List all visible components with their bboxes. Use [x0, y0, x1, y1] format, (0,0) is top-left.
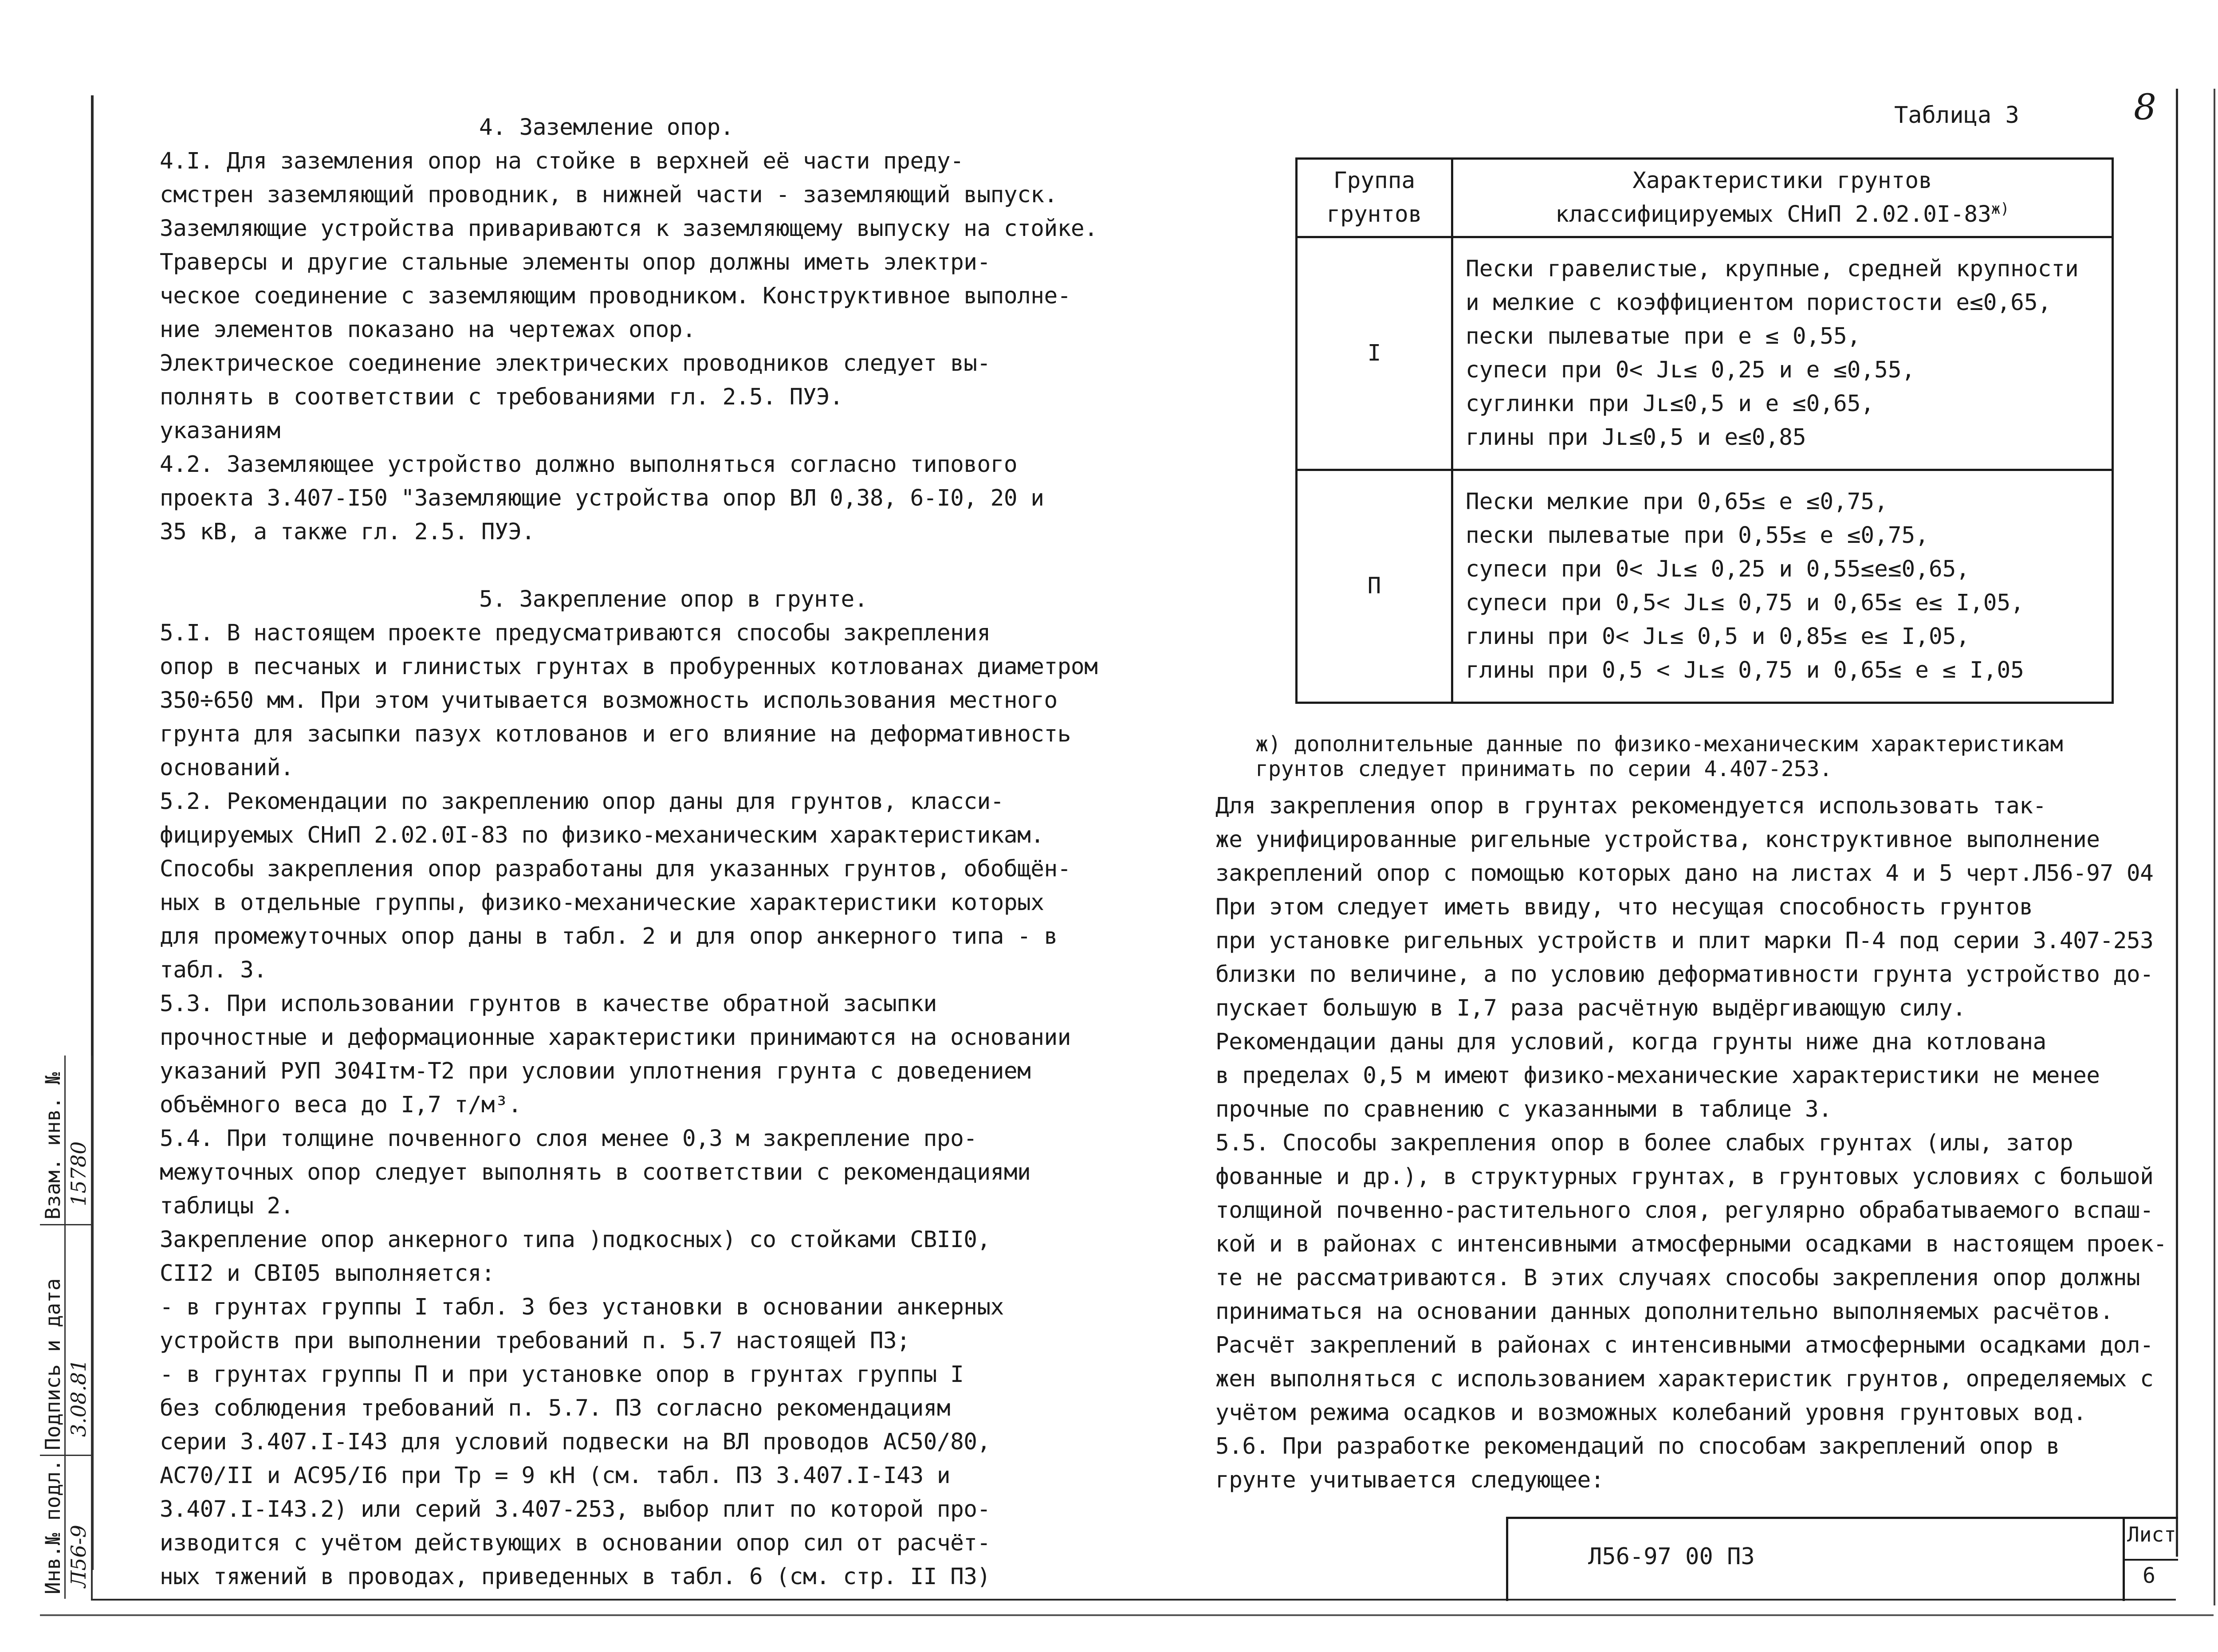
characteristic-line: пески пылеватые при 0,55≤ е ≤0,75,: [1466, 522, 1929, 549]
text-line: серии 3.407.I-I43 для условий подвески на ВЛ проводов АС50/80,: [160, 1429, 991, 1455]
text-line: фованные и др.), в структурных грунтах, в грунтовых условиях с большой: [1215, 1164, 2154, 1190]
characteristics-cell: [1452, 470, 2113, 703]
text-line: Закрепление опор анкерного типа )подкосных) со стойками СВII0,: [160, 1227, 991, 1253]
characteristic-line: глины при Jʟ≤0,5 и е≤0,85: [1466, 424, 1806, 451]
header-characteristics-line: Характеристики грунтов: [1632, 168, 1932, 194]
text-line: опор в песчаных и глинистых грунтах в пробуренных котлованах диаметром: [160, 654, 1098, 680]
text-line: 5.2. Рекомендации по закреплению опор даны для грунтов, класси-: [160, 789, 1004, 815]
text-line: кой и в районах с интенсивными атмосферными осадками в настоящем проек-: [1215, 1231, 2167, 1257]
characteristic-line: Пески мелкие при 0,65≤ е ≤0,75,: [1466, 489, 1888, 515]
characteristic-line: суглинки при Jʟ≤0,5 и е ≤0,65,: [1466, 391, 1875, 417]
header-characteristics-cell: [1452, 159, 2113, 237]
section-heading: 5. Закрепление опор в грунте.: [479, 586, 868, 612]
text-line: ческое соединение с заземляющим проводником. Конструктивное выполне-: [160, 283, 1071, 309]
replacement-inventory-value: 15780: [67, 1141, 90, 1206]
header-group-line: грунтов: [1326, 201, 1422, 228]
text-line: пускает большую в I,7 раза расчётную выдёргивающую силу.: [1215, 995, 1966, 1021]
text-line: указаниям: [160, 418, 280, 444]
text-line: приниматься на основании данных дополнительно выполняемых расчётов.: [1215, 1299, 2113, 1325]
text-line: в пределах 0,5 м имеют физико-механические характеристики не менее: [1215, 1063, 2100, 1089]
stamp-divider-h: [2123, 1559, 2178, 1561]
text-line: прочные по сравнению с указанными в таблице 3.: [1215, 1096, 1832, 1122]
inventory-value: Л56-9: [67, 1525, 90, 1588]
text-line: же унифицированные ригельные устройства, конструктивное выполнение: [1215, 827, 2100, 853]
text-line: объёмного веса до I,7 т/м³.: [160, 1092, 522, 1118]
group-cell: I: [1297, 237, 1452, 470]
text-line: - в грунтах группы П и при установке опор в грунтах группы I: [160, 1362, 964, 1388]
document-code: Л56-97 00 ПЗ: [1588, 1543, 1755, 1570]
text-line: - в грунтах группы I табл. 3 без установки в основании анкерных: [160, 1294, 1004, 1320]
text-line: Траверсы и другие стальные элементы опор должны иметь электри-: [160, 249, 991, 275]
text-line: межуточных опор следует выполнять в соответствии с рекомендациями: [160, 1159, 1031, 1185]
text-line: 35 кВ, а также гл. 2.5. ПУЭ.: [160, 519, 535, 545]
text-line: Заземляющие устройства привариваются к заземляющему выпуску на стойке.: [160, 216, 1098, 242]
characteristic-line: глины при 0< Jʟ≤ 0,5 и 0,85≤ е≤ I,05,: [1466, 624, 1970, 650]
text-line: [160, 549, 1097, 583]
header-group-line: Группа: [1333, 168, 1416, 194]
strip-divider: [40, 1455, 91, 1456]
table-footnote: [1255, 732, 2063, 781]
text-line: ние элементов показано на чертежах опор.: [160, 317, 696, 343]
text-line: 5.4. При толщине почвенного слоя менее 0,3 м закрепление про-: [160, 1126, 977, 1152]
text-line: ных в отдельные группы, физико-механические характеристики которых: [160, 890, 1044, 916]
side-approval-strip: [40, 1056, 93, 1599]
characteristic-line: супеси при 0,5< Jʟ≤ 0,75 и 0,65≤ е≤ I,05,: [1466, 590, 2024, 616]
group-cell: П: [1297, 470, 1452, 703]
replacement-inventory-label: Взам. инв. №: [41, 1072, 65, 1220]
signature-date: 3.08.81: [67, 1359, 90, 1437]
text-line: толщиной почвенно-растительного слоя, регулярно обрабатываемого вспаш-: [1215, 1197, 2154, 1224]
text-line: 5.5. Способы закрепления опор в более слабых грунтах (илы, затор: [1215, 1130, 2073, 1156]
text-line: 350÷650 мм. При этом учитывается возможность использования местного: [160, 687, 1058, 714]
strip-divider: [40, 1224, 91, 1225]
text-line: изводится с учётом действующих в основании опор сил от расчёт-: [160, 1530, 991, 1556]
characteristic-line: и мелкие с коэффициентом пористости е≤0,65,: [1466, 290, 2052, 316]
text-line: грунта для засыпки пазух котлованов и его влияние на деформативность: [160, 721, 1071, 747]
handwritten-sheet-number: 8: [2134, 86, 2156, 128]
text-line: без соблюдения требований п. 5.7. ПЗ согласно рекомендациям: [160, 1395, 951, 1421]
left-text-column: [160, 111, 1097, 1594]
section-heading: 4. Заземление опор.: [479, 114, 734, 141]
text-line: прочностные и деформационные характеристики принимаются на основании: [160, 1024, 1071, 1051]
text-line: 4.2. Заземляющее устройство должно выполняться согласно типового: [160, 451, 1018, 478]
text-line: Электрическое соединение электрических проводников следует вы-: [160, 350, 991, 377]
text-line: АС70/II и АС95/I6 при Тр = 9 кН (см. табл. ПЗ 3.407.I-I43 и: [160, 1463, 951, 1489]
text-line: закреплений опор с помощью которых дано на листах 4 и 5 черт.Л56-97 04: [1215, 860, 2154, 887]
inventory-label: Инв.№ подл.: [41, 1459, 65, 1594]
text-line: ных тяжений в проводах, приведенных в табл. 6 (см. стр. II ПЗ): [160, 1564, 991, 1590]
text-line: близки по величине, а по условию деформативности грунта устройство до-: [1215, 961, 2154, 988]
footnote-line: ж) дополнительные данные по физико-механическим характеристикам: [1255, 732, 2063, 757]
characteristic-line: Пески гравелистые, крупные, средней крупности: [1466, 256, 2079, 282]
page-frame-right-outer: [2214, 89, 2215, 1605]
text-line: те не рассматриваются. В этих случаях способы закрепления опор должны: [1215, 1265, 2140, 1291]
text-line: жен выполняться с использованием характеристик грунтов, определяемых с: [1215, 1366, 2154, 1392]
title-block-stamp: [1506, 1517, 2178, 1601]
sheet-label: Лист: [2127, 1523, 2176, 1546]
soil-groups-table: [1295, 157, 2114, 704]
text-line: При этом следует иметь ввиду, что несущая способность грунтов: [1215, 894, 2033, 920]
table-header-row: [1297, 159, 2113, 237]
header-group-cell: [1297, 159, 1452, 237]
text-line: грунте учитывается следующее:: [1215, 1467, 1604, 1493]
text-line: фицируемых СНиП 2.02.0I-83 по физико-механическим характеристикам.: [160, 822, 1044, 848]
table-row: [1297, 470, 2113, 703]
text-line: указаний РУП 304Iтм-Т2 при условии уплотнения грунта с доведением: [160, 1058, 1031, 1084]
text-line: устройств при выполнении требований п. 5.7 настоящей ПЗ;: [160, 1328, 910, 1354]
header-characteristics-line: классифицируемых СНиП 2.02.0I-83: [1555, 201, 1991, 228]
signature-label: Подпись и дата: [41, 1278, 65, 1450]
sheet-number: 6: [2143, 1563, 2155, 1588]
text-line: 5.I. В настоящем проекте предусматриваются способы закрепления: [160, 620, 991, 646]
header-footnote-mark: ж): [1991, 200, 2010, 218]
page-frame-right: [2176, 89, 2178, 1557]
characteristic-line: супеси при 0< Jʟ≤ 0,25 и 0,55≤е≤0,65,: [1466, 556, 1970, 582]
text-line: для промежуточных опор даны в табл. 2 и для опор анкерного типа - в: [160, 923, 1058, 950]
text-line: таблицы 2.: [160, 1193, 294, 1219]
text-line: Рекомендации даны для условий, когда грунты ниже дна котлована: [1215, 1029, 2046, 1055]
text-line: 5.3. При использовании грунтов в качестве обратной засыпки: [160, 991, 937, 1017]
text-line: проекта 3.407-I50 "Заземляющие устройства опор ВЛ 0,38, 6-I0, 20 и: [160, 485, 1044, 511]
text-line: Расчёт закреплений в районах с интенсивными атмосферными осадками дол-: [1215, 1332, 2154, 1358]
text-line: полнять в соответствии с требованиями гл. 2.5. ПУЭ.: [160, 384, 843, 410]
text-line: учётом режима осадков и возможных колебаний уровня грунтовых вод.: [1215, 1400, 2087, 1426]
text-line: 4.I. Для заземления опор на стойке в верхней её части преду-: [160, 148, 964, 174]
text-line: смстрен заземляющий проводник, в нижней части - заземляющий выпуск.: [160, 182, 1058, 208]
footnote-line: грунтов следует принимать по серии 4.407-253.: [1255, 757, 1833, 781]
text-line: 5.6. При разработке рекомендаций по способам закреплений опор в: [1215, 1433, 2060, 1460]
text-line: при установке ригельных устройств и плит марки П-4 под серии 3.407-253: [1215, 928, 2154, 954]
characteristic-line: супеси при 0< Jʟ≤ 0,25 и е ≤0,55,: [1466, 357, 1915, 383]
characteristic-line: пески пылеватые при е ≤ 0,55,: [1466, 323, 1861, 349]
text-line: табл. 3.: [160, 957, 267, 983]
table-title: Таблица 3: [1894, 102, 2019, 129]
text-line: 3.407.I-I43.2) или серий 3.407-253, выбор плит по которой про-: [160, 1496, 991, 1523]
characteristics-cell: [1452, 237, 2113, 470]
page-frame-bottom-outer: [40, 1614, 2214, 1616]
characteristic-line: глины при 0,5 < Jʟ≤ 0,75 и 0,65≤ е ≤ I,05: [1466, 657, 2024, 683]
text-line: Для закрепления опор в грунтах рекомендуется использовать так-: [1215, 793, 2046, 819]
right-text-column: [1215, 789, 2167, 1497]
text-line: оснований.: [160, 755, 294, 781]
table-row: [1297, 237, 2113, 470]
text-line: Способы закрепления опор разработаны для указанных грунтов, обобщён-: [160, 856, 1071, 882]
text-line: СII2 и СВI05 выполняется:: [160, 1260, 495, 1287]
